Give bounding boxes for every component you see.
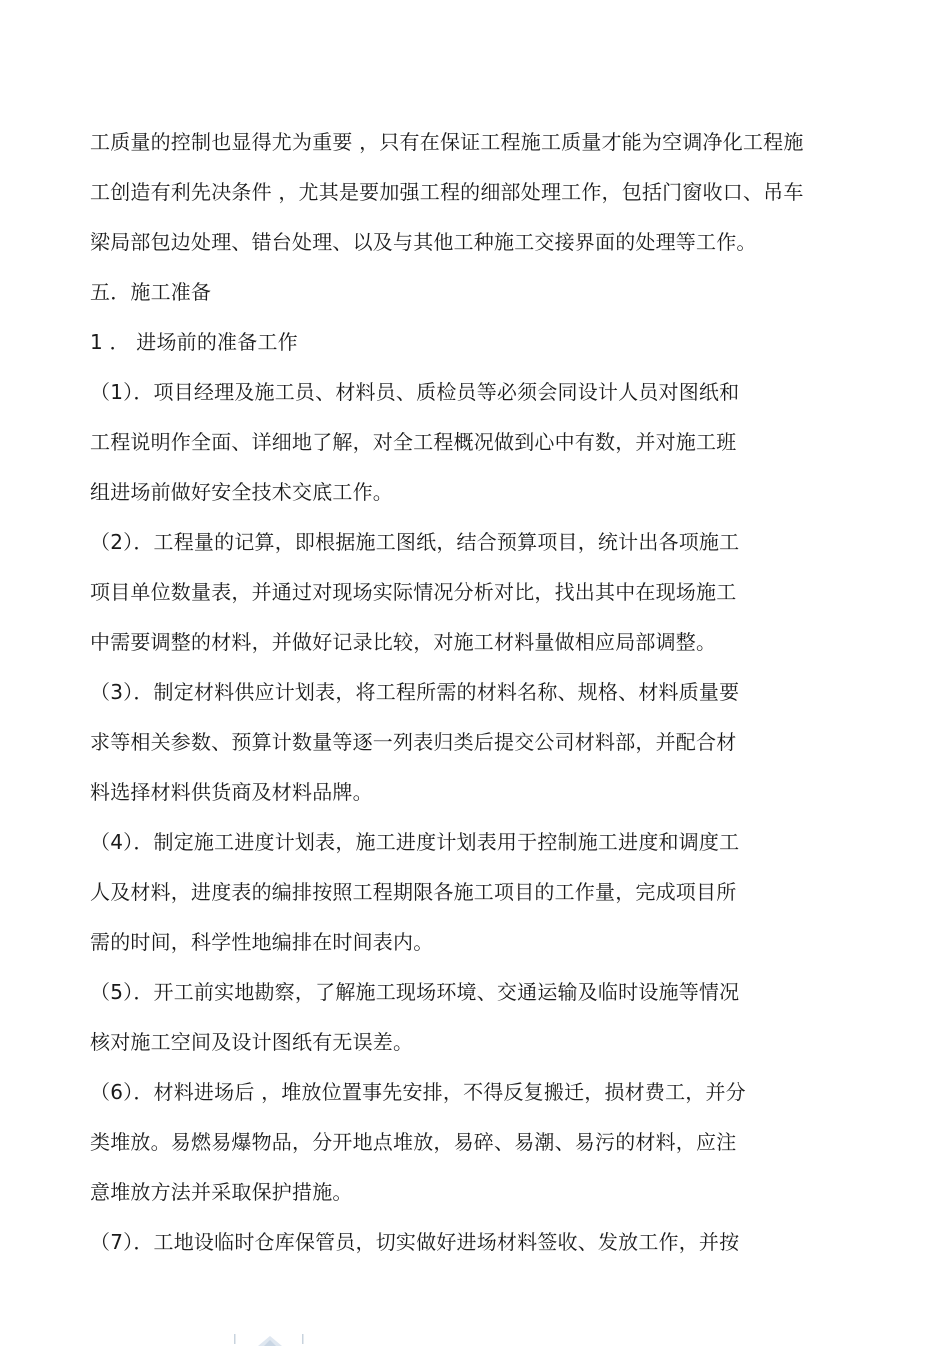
text-line: 人及材料，进度表的编排按照工程期限各施工项目的工作量，完成项目所 bbox=[90, 880, 737, 904]
footer-logo-icon bbox=[234, 1330, 306, 1346]
text-line: （5）．开工前实地勘察，了解施工现场环境、交通运输及临时设施等情况 bbox=[90, 980, 740, 1004]
text-line: 工创造有利先决条件 ，尤其是要加强工程的细部处理工作，包括门窗收口、吊车 bbox=[90, 180, 804, 204]
text-line: （2）．工程量的记算，即根据施工图纸，结合预算项目，统计出各项施工 bbox=[90, 530, 740, 554]
text-line: 梁局部包边处理、错台处理、以及与其他工种施工交接界面的处理等工作。 bbox=[90, 230, 757, 254]
text-line: 中需要调整的材料，并做好记录比较，对施工材料量做相应局部调整。 bbox=[90, 630, 717, 654]
text-line: 项目单位数量表，并通过对现场实际情况分析对比，找出其中在现场施工 bbox=[90, 580, 737, 604]
text-line: 组进场前做好安全技术交底工作。 bbox=[90, 480, 393, 504]
text-line: 类堆放。易燃易爆物品，分开地点堆放，易碎、易潮、易污的材料，应注 bbox=[90, 1130, 737, 1154]
text-line: （1）．项目经理及施工员、材料员、质检员等必须会同设计人员对图纸和 bbox=[90, 380, 740, 404]
text-line: 意堆放方法并采取保护措施。 bbox=[90, 1180, 353, 1204]
subsection-heading: 1 ． 进场前的准备工作 bbox=[90, 330, 298, 354]
text-line: 工程说明作全面、详细地了解，对全工程概况做到心中有数，并对施工班 bbox=[90, 430, 737, 454]
text-line: 核对施工空间及设计图纸有无误差。 bbox=[90, 1030, 414, 1054]
text-line: 料选择材料供货商及材料品牌。 bbox=[90, 780, 373, 804]
text-line: （3）．制定材料供应计划表，将工程所需的材料名称、规格、材料质量要 bbox=[90, 680, 740, 704]
text-line: （6）．材料进场后 ，堆放位置事先安排，不得反复搬迁，损材费工，并分 bbox=[90, 1080, 746, 1104]
text-line: （7）．工地设临时仓库保管员，切实做好进场材料签收、发放工作，并按 bbox=[90, 1230, 740, 1254]
text-line: （4）．制定施工进度计划表，施工进度计划表用于控制施工进度和调度工 bbox=[90, 830, 740, 854]
text-line: 工质量的控制也显得尤为重要 ，只有在保证工程施工质量才能为空调净化工程施 bbox=[90, 130, 804, 154]
section-heading: 五．施工准备 bbox=[90, 280, 212, 304]
text-line: 求等相关参数、预算计数量等逐一列表归类后提交公司材料部，并配合材 bbox=[90, 730, 737, 754]
text-line: 需的时间，科学性地编排在时间表内。 bbox=[90, 930, 434, 954]
